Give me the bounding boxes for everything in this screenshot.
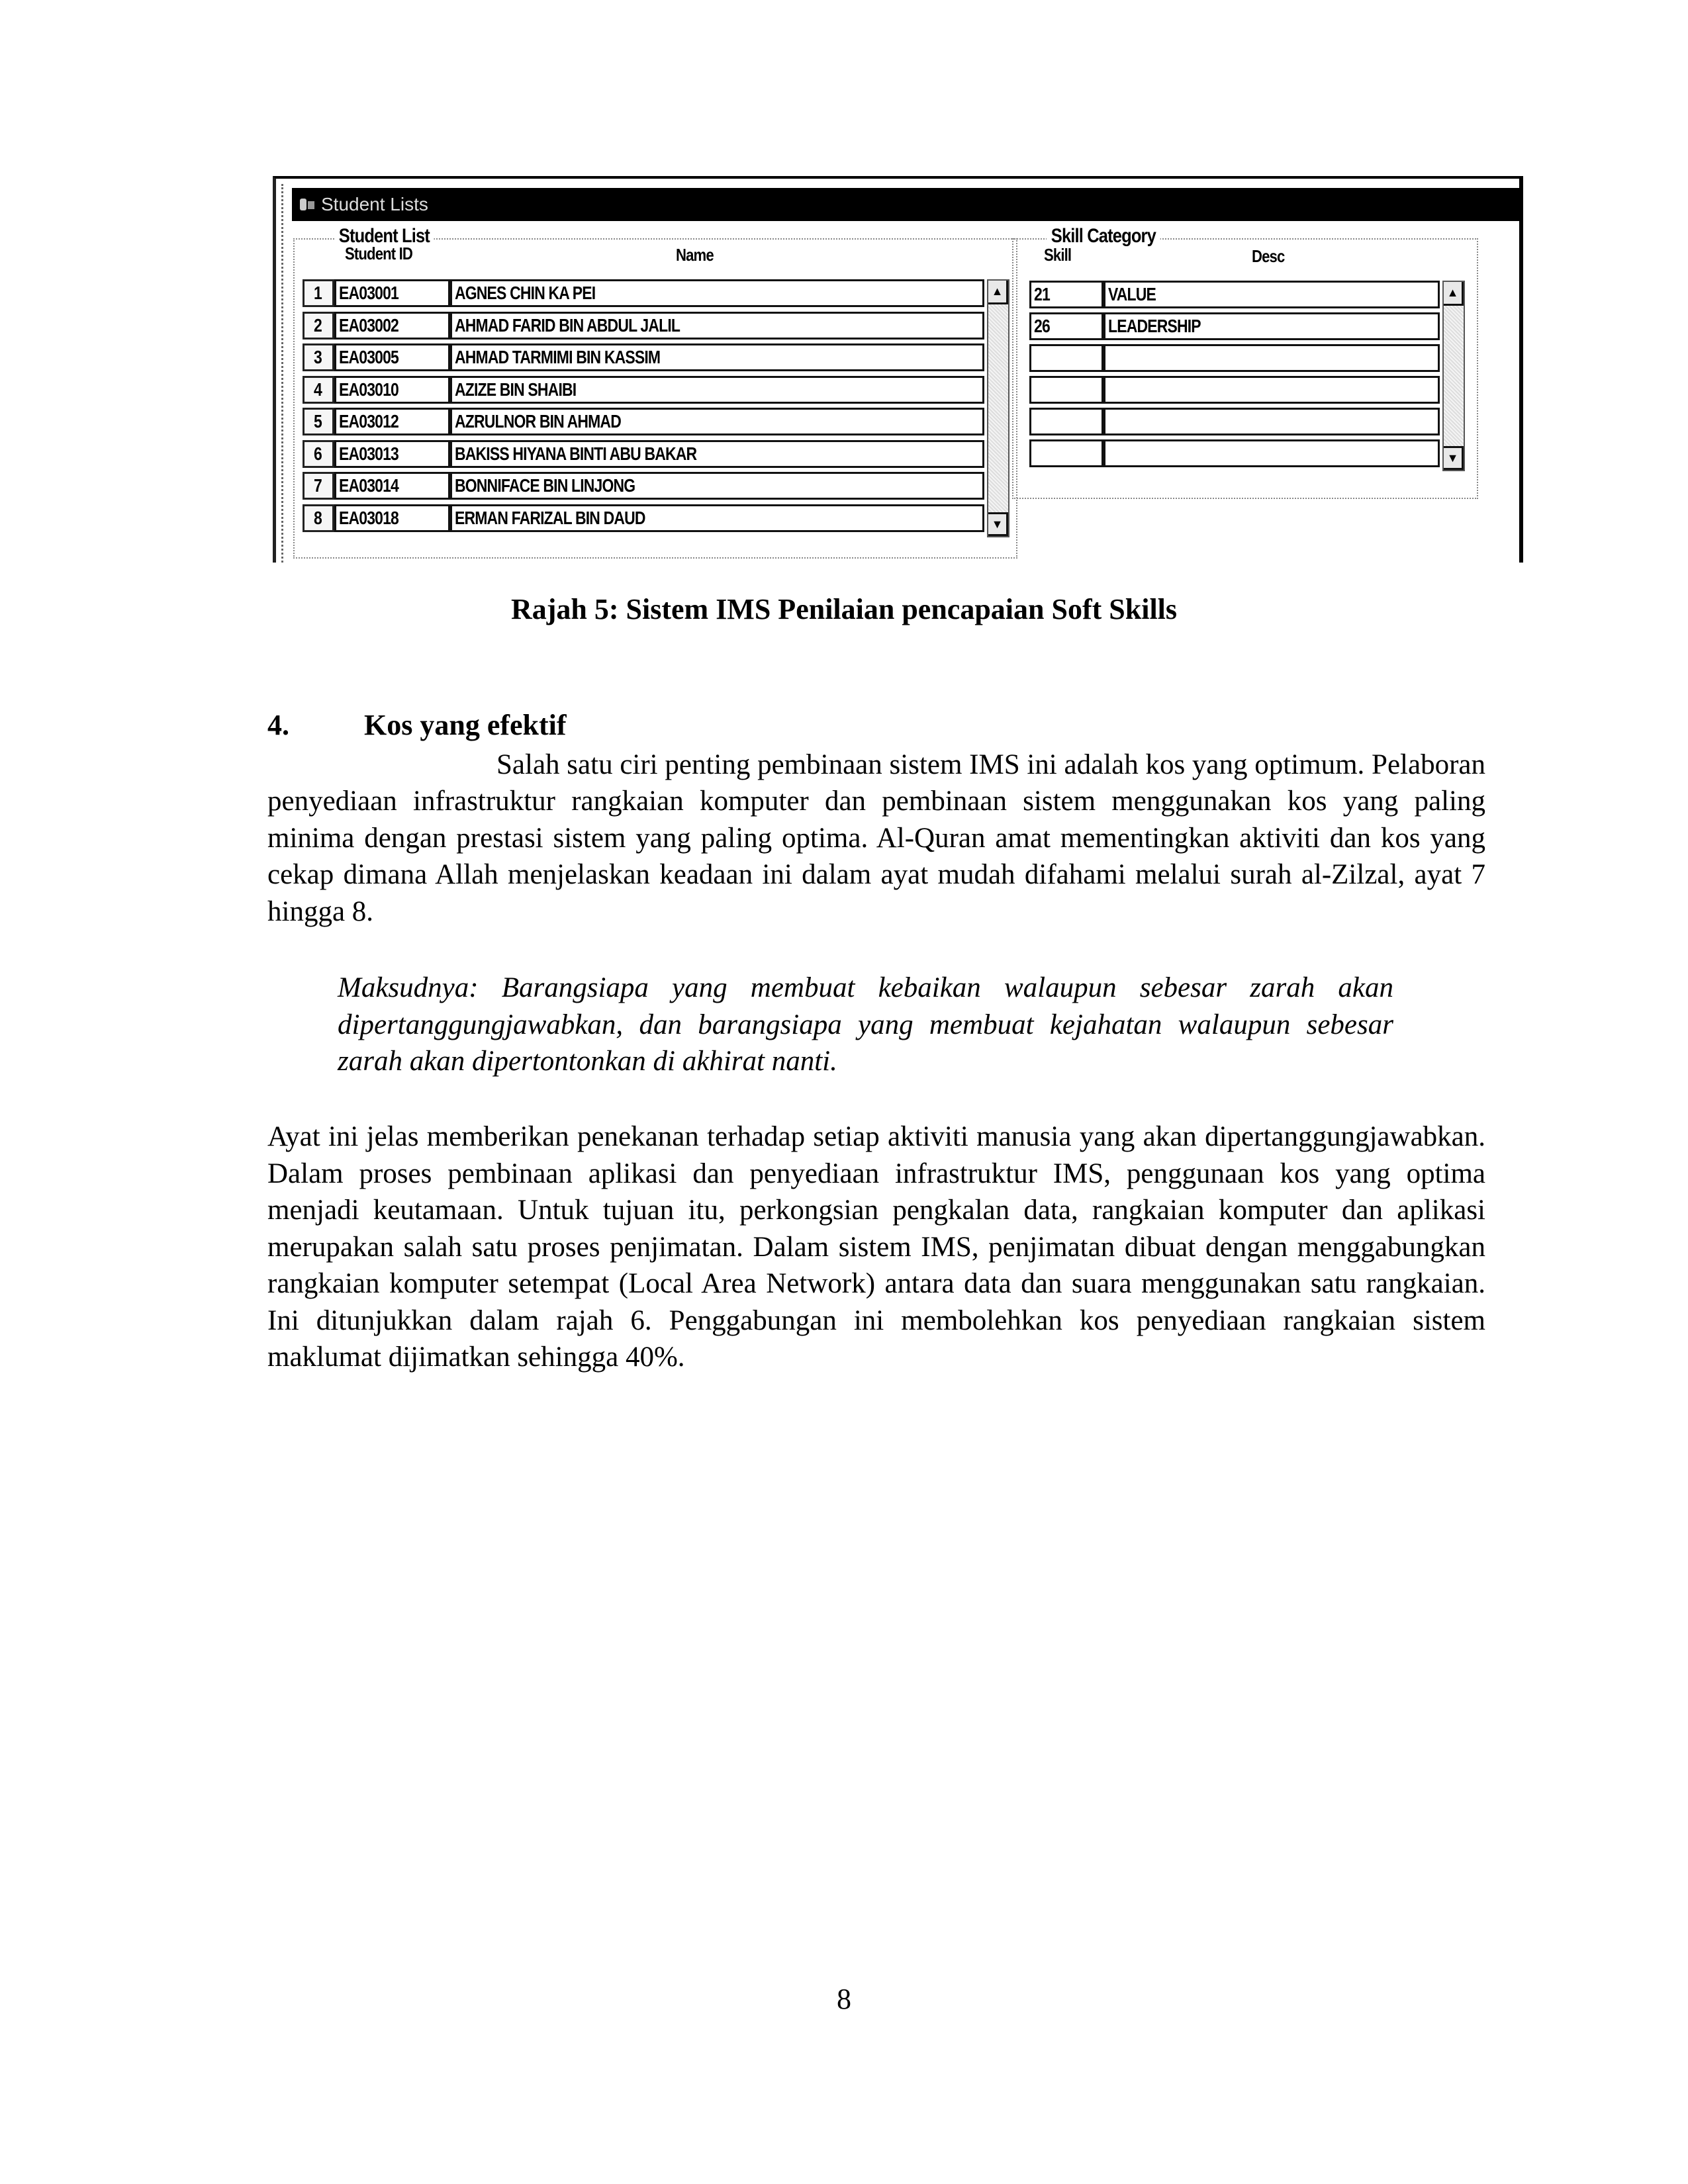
- table-row[interactable]: [303, 440, 984, 468]
- quote-translation: Maksudnya: Barangsiapa yang membuat kebaikan walaupun sebesar zarah akan dipertanggungjawabkan, dan barangsiapa yang membuat kejahatan walaupun sebesar zarah akan dipertontonkan di akhirat nanti.: [338, 972, 1393, 1077]
- skill-code-cell[interactable]: 21: [1029, 281, 1103, 308]
- table-row[interactable]: [303, 504, 984, 532]
- scroll-down-button[interactable]: [988, 512, 1008, 536]
- student-name-cell[interactable]: ERMAN FARIZAL BIN DAUD: [450, 504, 984, 532]
- table-row[interactable]: [1029, 439, 1440, 467]
- col-header-desc: Desc: [1252, 246, 1285, 266]
- row-number[interactable]: 8: [303, 504, 334, 532]
- skill-desc-cell[interactable]: [1103, 439, 1440, 467]
- section-number: 4.: [267, 709, 289, 741]
- table-row[interactable]: [1029, 376, 1440, 404]
- skill-desc-cell[interactable]: LEADERSHIP: [1103, 312, 1440, 340]
- paragraph-2: Ayat ini jelas memberikan penekanan terhadap setiap aktiviti manusia yang akan dipertanggungjawabkan. Dalam proses pembinaan aplikasi dan penyediaan infrastruktur IMS, penggunaan kos yang optima menjadi keutamaan. Untuk tujuan itu, perkongsian pengkalan data, rangkaian komputer dan aplikasi merupakan salah satu proses penjimatan. Dalam sistem IMS, penjimatan dibuat dengan menggabungkan rangkaian komputer setempat (Local Area Network) antara data dan suara menggunakan satu rangkaian. Ini ditunjukkan dalam rajah 6. Penggabungan ini membolehkan kos penyediaan rangkaian sistem maklumat dijimatkan sehingga 40%.: [267, 1121, 1485, 1373]
- col-header-student-id: Student ID: [345, 244, 412, 263]
- skill-scrollbar[interactable]: [1442, 281, 1465, 471]
- student-id-cell[interactable]: EA03012: [334, 408, 450, 435]
- skill-code-cell[interactable]: 26: [1029, 312, 1103, 340]
- window-titlebar[interactable]: [292, 188, 1519, 221]
- table-row[interactable]: [303, 312, 984, 340]
- skill-desc-cell[interactable]: [1103, 344, 1440, 372]
- student-list-title: Student List: [334, 225, 434, 248]
- table-row[interactable]: [1029, 408, 1440, 435]
- student-id-cell[interactable]: EA03018: [334, 504, 450, 532]
- row-number[interactable]: 3: [303, 343, 334, 371]
- figure-caption: Rajah 5: Sistem IMS Penilaian pencapaian Soft Skills: [510, 593, 1178, 625]
- col-header-skill: Skill: [1044, 245, 1072, 265]
- student-name-cell[interactable]: AHMAD TARMIMI BIN KASSIM: [450, 343, 984, 371]
- student-id-cell[interactable]: EA03014: [334, 472, 450, 500]
- scroll-up-button[interactable]: [988, 281, 1008, 304]
- table-row[interactable]: [303, 279, 984, 307]
- row-number[interactable]: 5: [303, 408, 334, 435]
- student-list-scrollbar[interactable]: [987, 279, 1009, 537]
- skill-code-cell[interactable]: [1029, 376, 1103, 404]
- skill-desc-cell[interactable]: [1103, 408, 1440, 435]
- row-number[interactable]: 7: [303, 472, 334, 500]
- table-row[interactable]: [1029, 344, 1440, 372]
- student-name-cell[interactable]: AGNES CHIN KA PEI: [450, 279, 984, 307]
- student-list-group: [293, 225, 1017, 559]
- skill-category-group: [1012, 225, 1478, 499]
- paragraph-1: penyediaan infrastruktur rangkaian komputer dan pembinaan sistem menggunakan kos yang paling minima dengan prestasi sistem yang paling optima. Al-Quran amat mementingkan aktiviti dan kos yang cekap dimana Allah menjelaskan keadaan ini dalam ayat mudah difahami melalui surah al-Zilzal, ayat 7 hingga 8.: [267, 786, 1485, 927]
- student-id-cell[interactable]: EA03001: [334, 279, 450, 307]
- skill-code-cell[interactable]: [1029, 408, 1103, 435]
- skill-code-cell[interactable]: [1029, 439, 1103, 467]
- col-header-name: Name: [676, 245, 714, 265]
- table-row[interactable]: [303, 472, 984, 500]
- skill-category-title: Skill Category: [1047, 225, 1160, 248]
- arrow-down-icon: ▼: [991, 517, 1004, 531]
- table-row[interactable]: [1029, 312, 1440, 340]
- table-row[interactable]: [1029, 281, 1440, 308]
- table-row[interactable]: [303, 376, 984, 404]
- arrow-up-icon: ▲: [1446, 286, 1459, 299]
- student-id-cell[interactable]: EA03013: [334, 440, 450, 468]
- student-id-cell[interactable]: EA03010: [334, 376, 450, 404]
- student-id-cell[interactable]: EA03005: [334, 343, 450, 371]
- window-title: Student Lists: [321, 194, 428, 214]
- student-name-cell[interactable]: AHMAD FARID BIN ABDUL JALIL: [450, 312, 984, 340]
- paragraph-1-first-line: Salah satu ciri penting pembinaan sistem IMS ini adalah kos yang optimum. Pelaboran: [496, 749, 1485, 780]
- table-row[interactable]: [303, 343, 984, 371]
- scroll-down-button[interactable]: [1444, 446, 1464, 470]
- arrow-down-icon: ▼: [1446, 451, 1459, 465]
- student-name-cell[interactable]: BONNIFACE BIN LINJONG: [450, 472, 984, 500]
- row-number[interactable]: 4: [303, 376, 334, 404]
- section-title: Kos yang efektif: [364, 709, 567, 741]
- skill-desc-cell[interactable]: VALUE: [1103, 281, 1440, 308]
- student-lists-window: [273, 176, 1523, 563]
- row-number[interactable]: 2: [303, 312, 334, 340]
- skill-code-cell[interactable]: [1029, 344, 1103, 372]
- table-row[interactable]: [303, 408, 984, 435]
- arrow-up-icon: ▲: [991, 285, 1004, 298]
- row-number[interactable]: 1: [303, 279, 334, 307]
- scroll-up-button[interactable]: [1444, 282, 1464, 306]
- app-window-icon: [299, 196, 316, 213]
- skill-desc-cell[interactable]: [1103, 376, 1440, 404]
- student-name-cell[interactable]: BAKISS HIYANA BINTI ABU BAKAR: [450, 440, 984, 468]
- page-number: 8: [837, 1983, 851, 2015]
- row-number[interactable]: 6: [303, 440, 334, 468]
- student-name-cell[interactable]: AZIZE BIN SHAIBI: [450, 376, 984, 404]
- student-id-cell[interactable]: EA03002: [334, 312, 450, 340]
- student-name-cell[interactable]: AZRULNOR BIN AHMAD: [450, 408, 984, 435]
